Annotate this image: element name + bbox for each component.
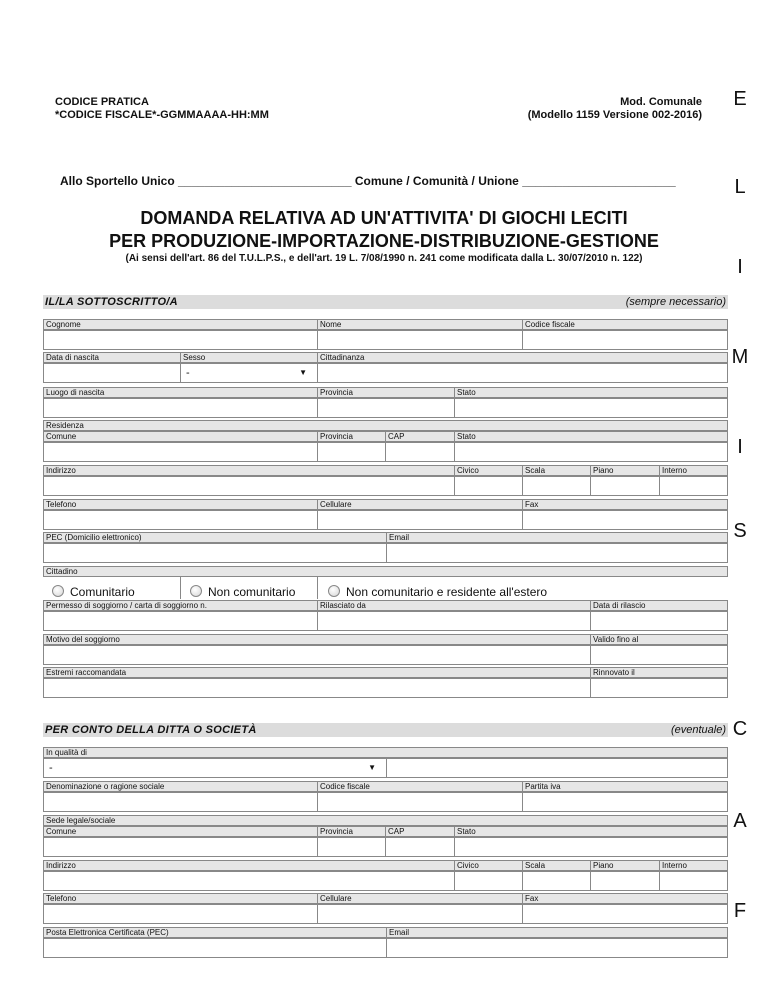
civico-input[interactable] [454,871,523,891]
mod-comunale-label: Mod. Comunale [620,96,702,108]
side-letter: C [732,718,748,740]
cittadinanza-label: Cittadinanza [317,352,728,363]
data-nascita-label: Data di nascita [43,352,181,363]
scala-label: Scala [522,465,591,476]
pec-input[interactable] [43,543,387,563]
title-line-2: PER PRODUZIONE-IMPORTAZIONE-DISTRIBUZIONE-GESTIONE [109,231,659,251]
cellulare-label: Cellulare [317,499,523,510]
fax-label: Fax [522,893,728,904]
denominazione-label: Denominazione o ragione sociale [43,781,318,792]
provincia-input[interactable] [317,442,386,462]
cittadinanza-input[interactable] [317,363,728,383]
qualita-extra-input[interactable] [386,758,728,778]
indirizzo-input[interactable] [43,476,455,496]
qualita-select[interactable] [43,758,387,778]
telefono-label: Telefono [43,499,318,510]
scala-label: Scala [522,860,591,871]
qualita-value: - [49,762,53,774]
stato-label: Stato [454,826,728,837]
email-input[interactable] [386,938,728,958]
modello-label: (Modello 1159 Versione 002-2016) [527,109,702,121]
sede-label: Sede legale/sociale [43,815,728,826]
codice-fiscale-label: Codice fiscale [522,319,728,330]
pec-input[interactable] [43,938,387,958]
cap-input[interactable] [385,442,455,462]
pec-label: PEC (Domicilio elettronico) [43,532,387,543]
side-letter: I [737,256,743,278]
rinnovato-label: Rinnovato il [590,667,728,678]
radio-non-comunitario-estero[interactable] [328,584,547,600]
codice-fiscale-input[interactable] [522,330,728,350]
motivo-input[interactable] [43,645,591,665]
divider [317,577,318,599]
email-input[interactable] [386,543,728,563]
chevron-down-icon: ▼ [299,368,307,377]
provincia-label: Provincia [317,387,455,398]
codice-fiscale-label: *CODICE FISCALE*-GGMMAAAA-HH:MM [55,109,269,121]
telefono-input[interactable] [43,510,318,530]
stato-input[interactable] [454,398,728,418]
side-letter: M [731,346,749,368]
stato-input[interactable] [454,837,728,857]
radio-label: Non comunitario e residente all'estero [346,585,548,599]
data-nascita-input[interactable] [43,363,181,383]
piano-input[interactable] [590,476,660,496]
denominazione-input[interactable] [43,792,318,812]
interno-label: Interno [659,465,728,476]
residenza-label: Residenza [43,420,728,431]
cellulare-input[interactable] [317,510,523,530]
piano-label: Piano [590,465,660,476]
cittadino-label: Cittadino [43,566,728,577]
stato-label: Stato [454,431,728,442]
piano-label: Piano [590,860,660,871]
provincia-label: Provincia [317,431,386,442]
sportello-line: Allo Sportello Unico __________________________ Comune / Comunità / Unione _______________________ [60,174,676,188]
nome-input[interactable] [317,330,523,350]
scala-input[interactable] [522,476,591,496]
sesso-select[interactable] [180,363,318,383]
luogo-nascita-label: Luogo di nascita [43,387,318,398]
piano-input[interactable] [590,871,660,891]
valido-fino-label: Valido fino al [590,634,728,645]
section-ditta-header [43,723,728,737]
email-label: Email [386,927,728,938]
section-title: PER CONTO DELLA DITTA O SOCIETÀ [45,724,257,736]
indirizzo-input[interactable] [43,871,455,891]
cap-label: CAP [385,431,455,442]
nome-label: Nome [317,319,523,330]
cognome-label: Cognome [43,319,318,330]
civico-input[interactable] [454,476,523,496]
cellulare-input[interactable] [317,904,523,924]
codice-pratica-label: CODICE PRATICA [55,96,149,108]
comune-label: Comune [43,826,318,837]
radio-icon[interactable] [190,585,202,597]
email-label: Email [386,532,728,543]
interno-input[interactable] [659,476,728,496]
rilasciato-da-input[interactable] [317,611,591,631]
pec-label: Posta Elettronica Certificata (PEC) [43,927,387,938]
data-rilascio-label: Data di rilascio [590,600,728,611]
stato-label: Stato [454,387,728,398]
permesso-input[interactable] [43,611,318,631]
chevron-down-icon: ▼ [368,763,376,772]
cap-input[interactable] [385,837,455,857]
estremi-input[interactable] [43,678,591,698]
interno-label: Interno [659,860,728,871]
radio-non-comunitario[interactable] [190,584,295,600]
section-sottoscritto-header [43,295,728,309]
comune-input[interactable] [43,837,318,857]
radio-icon[interactable] [52,585,64,597]
divider [180,577,181,599]
stato-input[interactable] [454,442,728,462]
fax-input[interactable] [522,904,728,924]
codice-fiscale-input[interactable] [317,792,523,812]
rinnovato-input[interactable] [590,678,728,698]
estremi-label: Estremi raccomandata [43,667,591,678]
side-letter: A [733,810,747,832]
civico-label: Civico [454,860,523,871]
qualita-label: In qualità di [43,747,728,758]
civico-label: Civico [454,465,523,476]
interno-input[interactable] [659,871,728,891]
cognome-input[interactable] [43,330,318,350]
telefono-input[interactable] [43,904,318,924]
comune-label: Comune [43,431,318,442]
radio-icon[interactable] [328,585,340,597]
partita-iva-label: Partita iva [522,781,728,792]
permesso-label: Permesso di soggiorno / carta di soggiorno n. [43,600,318,611]
indirizzo-label: Indirizzo [43,465,455,476]
provincia-input[interactable] [317,837,386,857]
data-rilascio-input[interactable] [590,611,728,631]
telefono-label: Telefono [43,893,318,904]
partita-iva-input[interactable] [522,792,728,812]
radio-label: Non comunitario [208,585,296,599]
cap-label: CAP [385,826,455,837]
side-letter: L [734,176,746,198]
indirizzo-label: Indirizzo [43,860,455,871]
title-subtitle: (Ai sensi dell'art. 86 del T.U.L.P.S., e dell'art. 19 L. 7/08/1990 n. 241 come modificata dalla L. 30/07/2010 n. 122) [125,253,643,264]
comune-input[interactable] [43,442,318,462]
section-note: (eventuale) [670,724,726,736]
provincia-input[interactable] [317,398,455,418]
scala-input[interactable] [522,871,591,891]
section-title: IL/LA SOTTOSCRITTO/A [45,296,178,308]
codice-fiscale-label: Codice fiscale [317,781,523,792]
rilasciato-da-label: Rilasciato da [317,600,591,611]
fax-label: Fax [522,499,728,510]
motivo-label: Motivo del soggiorno [43,634,591,645]
radio-label: Comunitario [70,585,135,599]
fax-input[interactable] [522,510,728,530]
sesso-label: Sesso [180,352,318,363]
provincia-label: Provincia [317,826,386,837]
luogo-nascita-input[interactable] [43,398,318,418]
title-line-1: DOMANDA RELATIVA AD UN'ATTIVITA' DI GIOCHI LECITI [140,208,628,228]
side-letter: F [733,900,747,922]
radio-comunitario[interactable] [52,584,135,600]
side-letter: S [733,520,747,542]
sesso-value: - [186,367,190,379]
side-letter: E [733,88,747,110]
side-letter: I [737,436,743,458]
cellulare-label: Cellulare [317,893,523,904]
section-note: (sempre necessario) [625,296,726,308]
valido-fino-input[interactable] [590,645,728,665]
